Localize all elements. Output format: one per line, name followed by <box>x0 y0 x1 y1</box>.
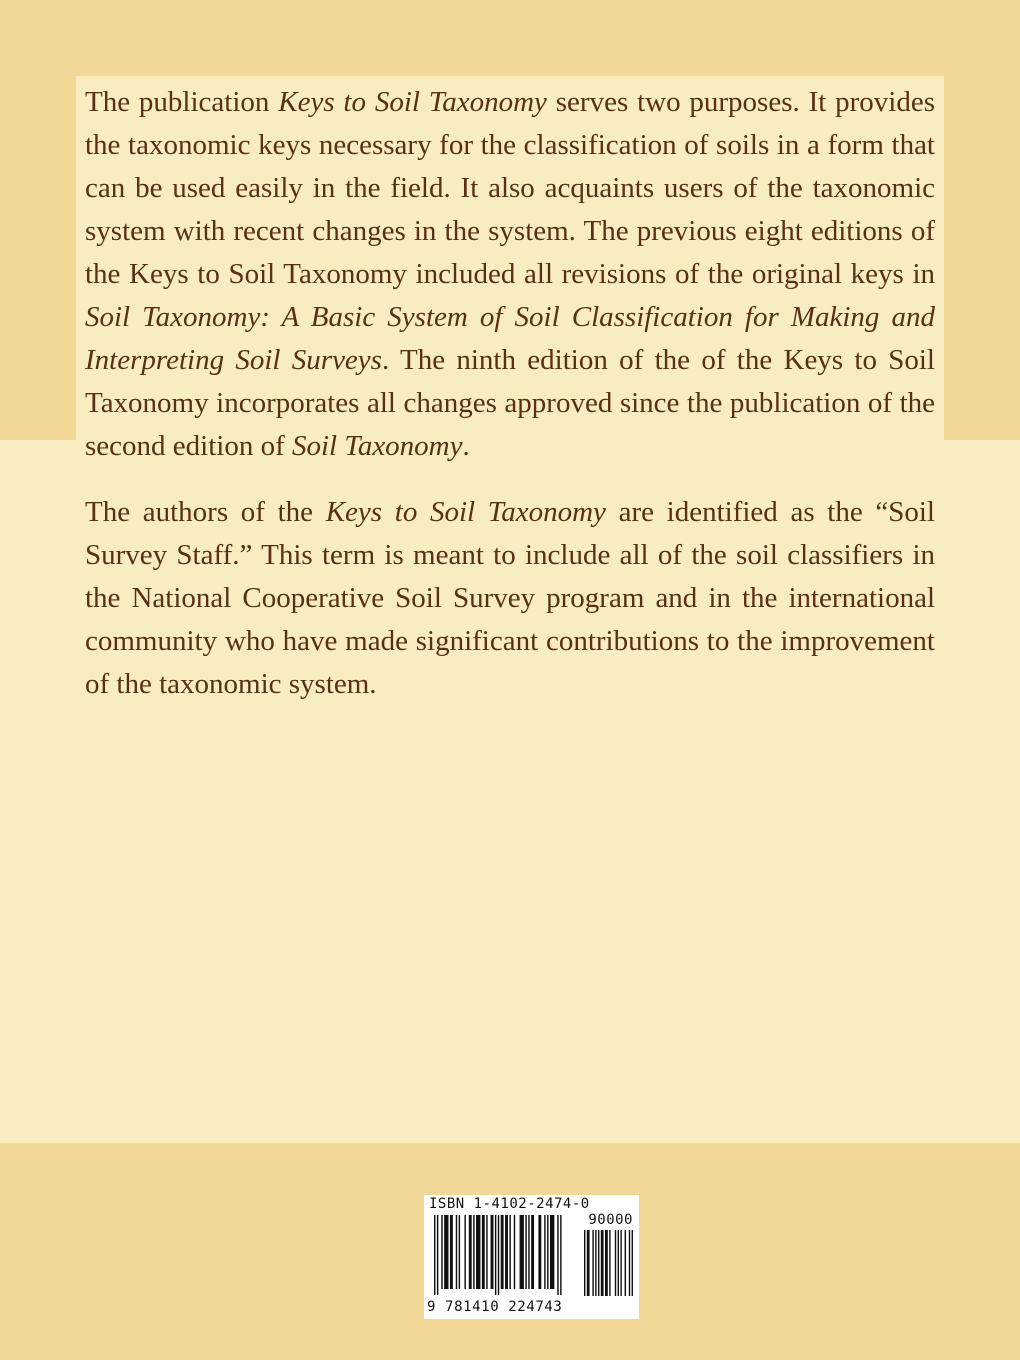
barcode-bar <box>495 1215 496 1295</box>
authors-paragraph: The authors of the Keys to Soil Taxonomy are identified as the “Soil Survey Staff.” This term is meant to include all of the soil classifiers in the National Cooperative Soil Survey program and in the international community who have made significant contributions to the improvement of the taxonomic system. <box>85 496 935 700</box>
addon-barcode-bars <box>584 1230 634 1297</box>
barcode-bar <box>476 1215 480 1289</box>
isbn-number: ISBN 1-4102-2474-0 <box>429 1196 590 1212</box>
barcode-bar <box>595 1230 596 1296</box>
barcode-bar <box>491 1215 494 1289</box>
barcode-bar <box>437 1215 438 1295</box>
book-title-full: Soil Taxonomy: A Basic System of Soil Classification for Making and Interpreting Soil Surveys <box>85 301 935 376</box>
barcode-bar <box>459 1215 460 1289</box>
barcode-bar <box>592 1230 593 1296</box>
barcode-bar <box>550 1215 554 1289</box>
barcode-bar <box>450 1215 453 1289</box>
book-title: Keys to Soil Taxonomy <box>325 496 606 528</box>
barcode-bar <box>434 1215 435 1295</box>
ean-number: 9 781410 224743 <box>427 1299 563 1315</box>
barcode-bar <box>557 1215 558 1295</box>
isbn-barcode <box>424 1195 639 1319</box>
intro-paragraph: The publication Keys to Soil Taxonomy serves two purposes. It provides the taxonomic keys necessary for the classification of soils in a form that can be used easily in the field. It also acquaints users of the taxonomic system with recent changes in the system. The previous eight editions of the Keys to Soil Taxonomy included all revisions of the original keys in Soil Taxonomy: A Basic System of Soil Classification for Making and Interpreting Soil Surveys. The ninth edition of the of the Keys to Soil Taxonomy incorporates all changes approved since the publication of the second edition of Soil Taxonomy. <box>85 86 936 462</box>
barcode-bar <box>618 1230 619 1296</box>
barcode-bar <box>605 1230 608 1296</box>
barcode-bar <box>538 1215 541 1289</box>
barcode-bar <box>501 1215 504 1289</box>
barcode-bar <box>441 1215 442 1289</box>
barcode-bar <box>482 1215 485 1289</box>
barcode-bar <box>531 1215 534 1289</box>
barcode-bar <box>505 1215 508 1289</box>
barcode-bar <box>528 1215 529 1289</box>
barcode-bar <box>609 1230 610 1296</box>
barcode-bar <box>615 1230 616 1296</box>
barcode-bar <box>544 1215 545 1289</box>
book-title: Keys to Soil Taxonomy <box>278 86 547 118</box>
ean-barcode-bars <box>434 1215 579 1297</box>
barcode-bar <box>560 1215 561 1295</box>
barcode-bar <box>514 1215 515 1289</box>
barcode-bar <box>456 1215 457 1289</box>
book-title-short: Soil Taxonomy <box>291 430 463 462</box>
barcode-bar <box>584 1230 585 1296</box>
barcode-bar <box>473 1215 474 1289</box>
barcode-bar <box>498 1215 499 1295</box>
barcode-bar <box>486 1215 487 1289</box>
barcode-bar <box>469 1215 472 1289</box>
barcode-bar <box>464 1215 465 1289</box>
barcode-bar <box>444 1215 448 1289</box>
barcode-bar <box>625 1230 626 1296</box>
barcode-bar <box>509 1215 510 1289</box>
barcode-bar <box>620 1230 621 1296</box>
price-code: 90000 <box>588 1212 633 1228</box>
barcode-bar <box>520 1215 524 1289</box>
barcode-bar <box>601 1230 604 1296</box>
barcode-bar <box>598 1230 599 1296</box>
barcode-bar <box>629 1230 630 1296</box>
barcode-bar <box>525 1215 526 1289</box>
barcode-bar <box>547 1215 548 1289</box>
barcode-bar <box>587 1230 590 1296</box>
barcode-bar <box>632 1230 633 1296</box>
